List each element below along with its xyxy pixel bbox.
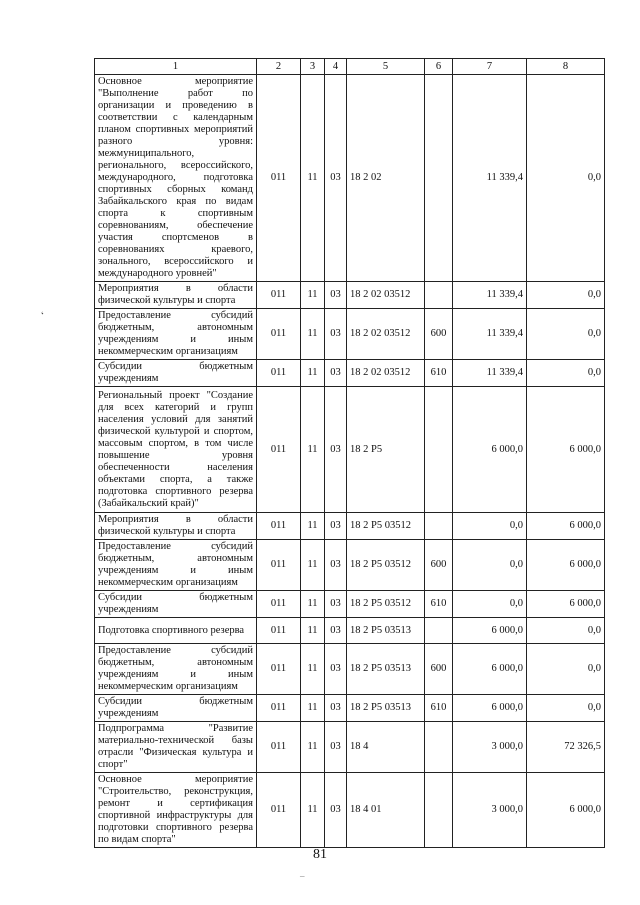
section-code: 11 [301,773,325,848]
ministry-code: 011 [257,360,301,387]
expense-type: 610 [425,591,453,618]
section-code: 11 [301,309,325,360]
item-name: Предоставление субсидий бюджетным, автономным учреждениям и иным некоммерческим организациям [95,309,257,360]
target-article: 18 2 02 03512 [347,282,425,309]
item-name: Подготовка спортивного резерва [95,618,257,644]
section-code: 11 [301,722,325,773]
ministry-code: 011 [257,387,301,513]
amount-col7: 11 339,4 [453,282,527,309]
amount-col8: 72 326,5 [527,722,605,773]
header-col-7: 7 [453,59,527,75]
target-article: 18 2 P5 03513 [347,618,425,644]
amount-col8: 0,0 [527,695,605,722]
item-name: Субсидии бюджетным учреждениям [95,360,257,387]
header-col-6: 6 [425,59,453,75]
amount-col8: 0,0 [527,360,605,387]
ministry-code: 011 [257,722,301,773]
table-row [95,309,605,360]
header-col-4: 4 [325,59,347,75]
ministry-code: 011 [257,309,301,360]
header-col-8: 8 [527,59,605,75]
amount-col7: 0,0 [453,591,527,618]
subsection-code: 03 [325,591,347,618]
ministry-code: 011 [257,513,301,540]
amount-col7: 11 339,4 [453,360,527,387]
subsection-code: 03 [325,618,347,644]
amount-col8: 6 000,0 [527,387,605,513]
target-article: 18 2 P5 03513 [347,644,425,695]
section-code: 11 [301,513,325,540]
amount-col8: 0,0 [527,309,605,360]
expense-type: 610 [425,360,453,387]
table-row [95,282,605,309]
table-row [95,644,605,695]
table-row [95,722,605,773]
subsection-code: 03 [325,695,347,722]
subsection-code: 03 [325,360,347,387]
item-name: Основное мероприятие "Строительство, реконструкция, ремонт и сертификация спортивной инфраструктуры для подготовки спортивного резерва по видам спорта" [95,773,257,848]
target-article: 18 2 P5 03512 [347,540,425,591]
target-article: 18 2 P5 03513 [347,695,425,722]
scan-dash-mark: – [300,871,305,881]
ministry-code: 011 [257,540,301,591]
expense-type: 600 [425,309,453,360]
header-row [95,59,605,75]
table-row [95,387,605,513]
table-row [95,618,605,644]
header-col-1: 1 [95,59,257,75]
section-code: 11 [301,618,325,644]
amount-col7: 11 339,4 [453,309,527,360]
ministry-code: 011 [257,644,301,695]
target-article: 18 2 02 [347,75,425,282]
target-article: 18 2 02 03512 [347,309,425,360]
subsection-code: 03 [325,513,347,540]
target-article: 18 2 P5 03512 [347,513,425,540]
ministry-code: 011 [257,695,301,722]
table-row [95,540,605,591]
amount-col8: 0,0 [527,75,605,282]
amount-col8: 0,0 [527,644,605,695]
item-name: Региональный проект "Создание для всех категорий и групп населения условий для занятий физической культурой и спортом, массовым спортом, в том числе повышение уровня обеспеченности населения объектами спорта, а также подготовка спортивного резерва (Забайкальский край)" [95,387,257,513]
amount-col7: 6 000,0 [453,618,527,644]
expense-type [425,618,453,644]
expense-type: 600 [425,540,453,591]
section-code: 11 [301,387,325,513]
expense-type [425,722,453,773]
subsection-code: 03 [325,75,347,282]
subsection-code: 03 [325,309,347,360]
expense-type: 610 [425,695,453,722]
section-code: 11 [301,540,325,591]
header-col-3: 3 [301,59,325,75]
amount-col7: 0,0 [453,540,527,591]
table-row [95,695,605,722]
expense-type [425,387,453,513]
section-code: 11 [301,75,325,282]
amount-col7: 0,0 [453,513,527,540]
subsection-code: 03 [325,773,347,848]
item-name: Субсидии бюджетным учреждениям [95,695,257,722]
item-name: Основное мероприятие "Выполнение работ по организации и проведению в соответствии с календарным планом спортивных мероприятий разного уровня: межмуниципального, регионального, всероссийского, международного, подготовка спортивных сборных команд Забайкальского края по видам спорта к спортивным соревнованиям, обеспечение участия спортсменов в соревнованиях краевого, зонального, всероссийского и международного уровней" [95,75,257,282]
header-col-2: 2 [257,59,301,75]
budget-table [94,58,605,848]
amount-col7: 6 000,0 [453,695,527,722]
item-name: Субсидии бюджетным учреждениям [95,591,257,618]
section-code: 11 [301,644,325,695]
amount-col8: 0,0 [527,282,605,309]
target-article: 18 4 01 [347,773,425,848]
target-article: 18 4 [347,722,425,773]
amount-col8: 0,0 [527,618,605,644]
stray-pen-mark: ‘ [39,309,48,322]
amount-col7: 6 000,0 [453,387,527,513]
amount-col7: 6 000,0 [453,644,527,695]
target-article: 18 2 P5 03512 [347,591,425,618]
section-code: 11 [301,591,325,618]
ministry-code: 011 [257,618,301,644]
item-name: Мероприятия в области физической культуры и спорта [95,513,257,540]
target-article: 18 2 P5 [347,387,425,513]
table-row [95,591,605,618]
item-name: Подпрограмма "Развитие материально-технической базы отрасли "Физическая культура и спорт" [95,722,257,773]
amount-col8: 6 000,0 [527,591,605,618]
table-row [95,513,605,540]
subsection-code: 03 [325,540,347,591]
subsection-code: 03 [325,644,347,695]
item-name: Мероприятия в области физической культуры и спорта [95,282,257,309]
amount-col7: 3 000,0 [453,722,527,773]
table-row [95,360,605,387]
ministry-code: 011 [257,75,301,282]
target-article: 18 2 02 03512 [347,360,425,387]
section-code: 11 [301,282,325,309]
expense-type: 600 [425,644,453,695]
ministry-code: 011 [257,591,301,618]
amount-col8: 6 000,0 [527,540,605,591]
subsection-code: 03 [325,722,347,773]
expense-type [425,282,453,309]
amount-col8: 6 000,0 [527,513,605,540]
expense-type [425,75,453,282]
page-number: 81 [313,847,327,862]
header-col-5: 5 [347,59,425,75]
amount-col7: 3 000,0 [453,773,527,848]
subsection-code: 03 [325,387,347,513]
ministry-code: 011 [257,282,301,309]
subsection-code: 03 [325,282,347,309]
amount-col7: 11 339,4 [453,75,527,282]
ministry-code: 011 [257,773,301,848]
table-row [95,773,605,848]
expense-type [425,513,453,540]
amount-col8: 6 000,0 [527,773,605,848]
table-row [95,75,605,282]
expense-type [425,773,453,848]
item-name: Предоставление субсидий бюджетным, автономным учреждениям и иным некоммерческим организациям [95,644,257,695]
section-code: 11 [301,360,325,387]
section-code: 11 [301,695,325,722]
item-name: Предоставление субсидий бюджетным, автономным учреждениям и иным некоммерческим организациям [95,540,257,591]
